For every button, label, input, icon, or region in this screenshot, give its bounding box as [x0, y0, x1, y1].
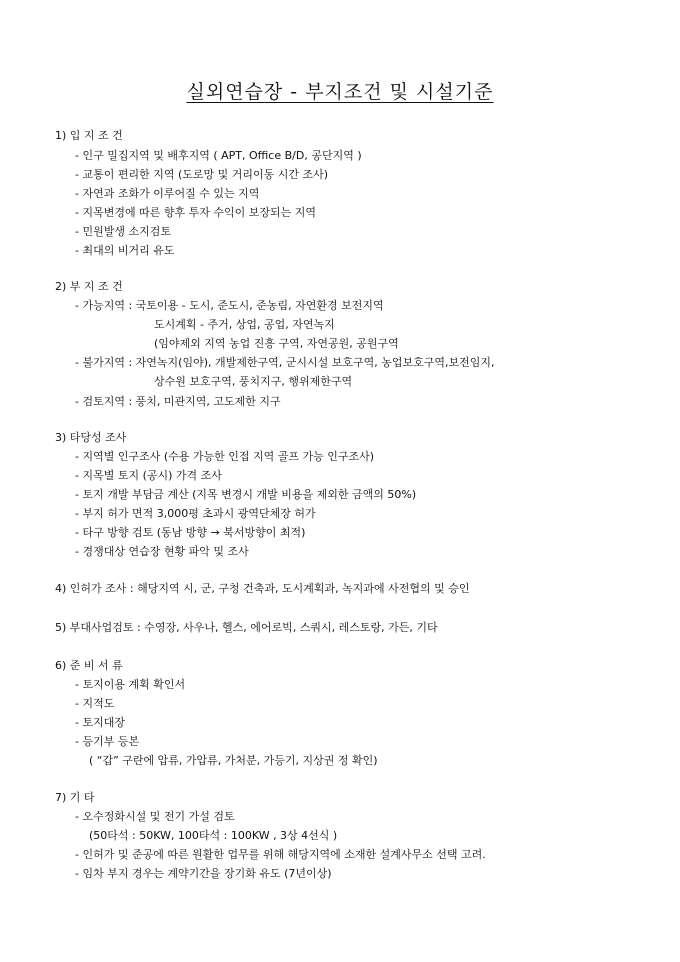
list-item: - 지목별 토지 (공시) 가격 조사 [75, 469, 222, 482]
possible-area-continuation: (임야제외 지역 농업 진흥 구역, 자연공원, 공원구역 [154, 337, 399, 350]
list-item: - 민원발생 소지검토 [75, 225, 171, 238]
possible-area-continuation: 도시계획 - 주거, 상업, 공업, 자연녹지 [154, 318, 335, 331]
section-1-heading: 1) 입 지 조 건 [55, 129, 123, 142]
list-item: - 지적도 [75, 697, 115, 710]
impossible-area-continuation: 상수원 보호구역, 풍치지구, 행위제한구역 [154, 375, 353, 388]
section-3-heading: 3) 타당성 조사 [55, 431, 127, 444]
list-item: - 지목변경에 따른 향후 투자 수익이 보장되는 지역 [75, 206, 316, 219]
list-item: - 타구 방향 검토 (동남 방향 → 북서방향이 최적) [75, 526, 306, 539]
list-item: - 등기부 등본 [75, 735, 140, 748]
list-item: - 자연과 조화가 이루어질 수 있는 지역 [75, 187, 260, 200]
list-item: - 인허가 및 준공에 따른 원활한 업무를 위해 해당지역에 소재한 설계사무소 선택 고려. [75, 848, 486, 861]
list-item: - 지역별 인구조사 (수용 가능한 인접 지역 골프 가능 인구조사) [75, 450, 375, 463]
list-item: - 토지대장 [75, 716, 125, 729]
review-area-item: - 검토지역 : 풍치, 미관지역, 고도제한 지구 [75, 395, 281, 408]
section-7-heading: 7) 기 타 [55, 791, 95, 804]
list-item: - 토지 개발 부담금 계산 (지목 변경시 개발 비용을 제외한 금액의 50%) [75, 488, 417, 501]
list-item: - 인구 밀집지역 및 배후지역 ( APT, Office B/D, 공단지역 ) [75, 149, 362, 162]
list-item: - 임차 부지 경우는 계약기간을 장기화 유도 (7년이상) [75, 867, 332, 880]
list-item: - 토지이용 계획 확인서 [75, 678, 186, 691]
list-item-continuation: (50타석 : 50KW, 100타석 : 100KW , 3상 4선식 ) [89, 829, 338, 842]
document-title-text: 실외연습장 - 부지조건 및 시설기준 [186, 81, 494, 103]
section-2-heading: 2) 부 지 조 건 [55, 280, 123, 293]
possible-area-item: - 가능지역 : 국토이용 - 도시, 준도시, 준농림, 자연환경 보전지역 [75, 299, 384, 312]
document-title [0, 80, 680, 104]
list-item: - 교통이 편리한 지역 (도로망 및 거리이동 시간 조사) [75, 168, 329, 181]
documents-note: ( “갑” 구란에 압류, 가압류, 가처분, 가등기, 지상권 정 확인) [89, 754, 378, 767]
section-4-heading: 4) 인허가 조사 : 해당지역 시, 군, 구청 건축과, 도시계획과, 녹지과에 사전협의 및 승인 [55, 582, 470, 595]
section-5-heading: 5) 부대사업검토 : 수영장, 사우나, 헬스, 에어로빅, 스쿼시, 레스토랑, 가든, 기타 [55, 621, 438, 634]
list-item: - 최대의 비거리 유도 [75, 244, 175, 257]
list-item: - 경쟁대상 연습장 현황 파악 및 조사 [75, 545, 249, 558]
list-item: - 오수정화시설 및 전기 가설 검토 [75, 810, 235, 823]
impossible-area-item: - 불가지역 : 자연녹지(임야), 개발제한구역, 군시시설 보호구역, 농업보호구역,보전임지, [75, 356, 495, 369]
section-6-heading: 6) 준 비 서 류 [55, 659, 123, 672]
list-item: - 부지 허가 면적 3,000평 초과시 광역단체장 허가 [75, 507, 316, 520]
